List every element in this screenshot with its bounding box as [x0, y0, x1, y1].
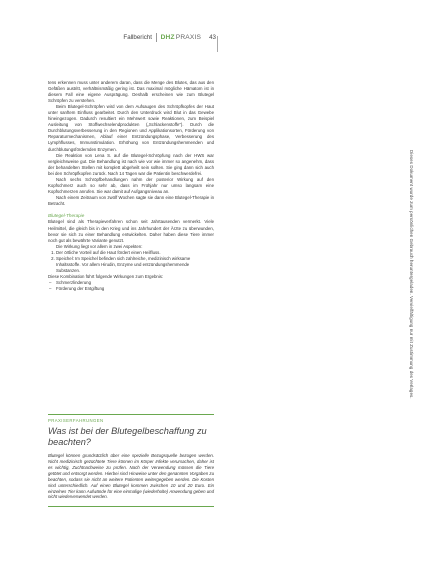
header-vertical-rule [217, 36, 218, 52]
paragraph-4: Nach sechs Schröpfbehandlungen nahm der posterior Wirkung auf den Kopfschmerz auch so sehr ab, dass im Frühjahr nur umso langsam eine Kopfschmerzen anrufen. Sie war damit auf Aufgangsniveau an. [48, 176, 214, 194]
paragraph-2: Beim Blutegel-Schröpfen wird von dem Aufsaugen des Schröpfkopfes der Haut unter sanftem Einfluss gearbeitet. Durch den Unterdruck wird Blut in das Gewebe hineingezogen. Dadurch resultiert ein Mehrwert sowie Reaktionen, zum Beispiel Ausleitung von Stoffwechselendprodukten („Schlackenstoffe“). Durch die Durchblutungsverbesserung in den Regionen und Applikationsorten, Förderung von Reparaturmechanismen, Ablauf einer Entzündungsphase, Verbesserung des Lymphflusses, Immunstimulation. Erhöhung von Entzündungshemmenden und durchblutungsfördernden Enzymen. [48, 104, 214, 152]
main-text-column [48, 80, 214, 292]
box-title: Was ist bei der Blutegelbeschaffung zu beachten? [48, 426, 207, 448]
dhz-praxis-logo [161, 34, 202, 41]
side-note-text: Dieses Dokument wurde zum persönlichen Gebrauch heruntergeladen. Vervielfältigung nur mit Zustimmung des Verlages. [409, 150, 414, 399]
section-heading: Blutegel-Therapie [48, 212, 85, 218]
page-number: 43 [209, 33, 216, 41]
paragraph-5: Nach einem Zeitraum von zwölf Wochen sagte sie dann eine Blutegel-Therapie in Betracht. [48, 194, 214, 206]
list-item: – Förderung der Entgiftung [48, 286, 214, 292]
box-body: Blutegel können grundsätzlich über eine spezielle Bezugsquelle bezogen werden. Nicht medizinisch gezüchtete Tiere können im Körper Infekte verursachen, daher ist es wichtig, Zuchtnachweise zu prüfen. Nach der Verwendung müssen die Tiere getötet und entsorgt werden. Hierbei sind Hinweise unter den genannten Vorgaben zu beachten, sodass sie nicht an weitere Patienten weitergegeben werden. Die Kosten sind unterschiedlich. Auf einen Blutegel kommen zwischen 10 und 20 Euro. Ein einzelnes Tier kann Aufwände für eine einmalige (wiederholte) Anwendung geben und nicht wiederverwendet werden. [48, 453, 214, 500]
box-bottom-rule [48, 506, 214, 507]
bullet-list [48, 280, 214, 292]
numbered-list [48, 250, 214, 274]
list-item: 2. Speichel: Im Speichel befinden sich zahlreiche, medizinisch wirksame Inhaltsstoffe. Vor allem Hirudin, Enzyme und entzündungshemmende Substanzen. [56, 256, 214, 274]
paragraph-6: Blutegel sind als Therapieverfahren schon seit Jahrtausenden vermerkt. Viele Heilmittel, die gleich bis in den Krieg und ins Jahrhundert der Ärzte zu überwunden, bevor sie sich zu einer Behandlung entwickelten. Daher haben diese Tiere immer noch gut als bewährte Variante genutzt. [48, 219, 214, 243]
list-item: 1. Der örtliche Vorteil auf die Haut fördert einen Heilfluss. [56, 250, 214, 256]
header-divider [156, 33, 157, 42]
list-item: – Schmerzlinderung [48, 280, 214, 286]
running-head: Fallbericht [123, 33, 152, 41]
paragraph-7: Die Wirkung liegt vor allem in zwei Aspekten: [56, 243, 143, 249]
box-top-rule [48, 414, 214, 415]
paragraph-1: tens erkennen muss unter anderem daran, dass die Menge des Blutes, das aus den Gefäßen austritt, verhältnismäßig gering ist. Das maximal mögliche Hämatom ist in diesem Fall eine eigene Ausprägung. Deshalb erscheinen wie zum Blutegel Schröpfen zu verstehen. [48, 80, 214, 104]
paragraph-3: Die Reaktion von Lena S. auf die Blutegel-Schröpfung nach der HWS war vergleichsweise gut. Die Behandlung ist nach wie vor wie immer so angenehm, dass der behandelten Stellen mit komplett abgeheilt sein sollten. Sie ging dann sich auch bei den Schröpfkopfen zurück. Nach 14 Tagen war die Patientin beschwerdefrei. [48, 152, 214, 176]
logo-word: PRAXIS [175, 33, 202, 41]
paragraph-8: Diese Kombination führt folgende Wirkungen zum Ergebnis: [48, 273, 164, 279]
page-header [96, 30, 216, 44]
box-kicker: PRAXISERFAHRUNGEN [48, 418, 104, 424]
info-box [48, 414, 214, 507]
logo-letters: DHZ [160, 33, 175, 41]
copyright-side-note [402, 150, 416, 550]
